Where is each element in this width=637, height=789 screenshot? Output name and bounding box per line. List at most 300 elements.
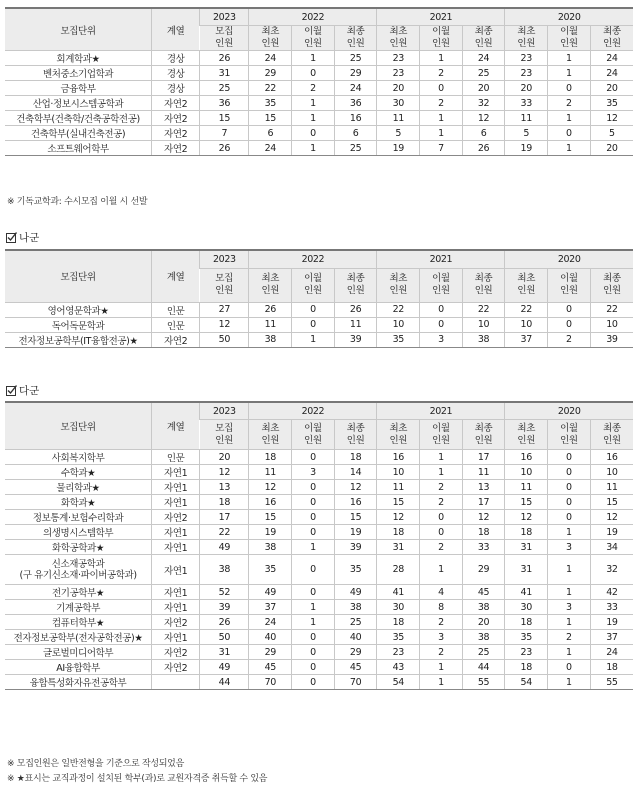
count-cell: 29: [249, 645, 292, 660]
table-row: [5, 525, 633, 540]
header-moved: [548, 268, 591, 302]
count-cell: 0: [292, 302, 335, 317]
count-cell: 1: [548, 525, 591, 540]
count-cell: 27: [200, 302, 249, 317]
count-cell: 0: [420, 81, 463, 96]
count-cell: 42: [590, 585, 633, 600]
count-cell: 38: [462, 630, 505, 645]
header-moved-line1: 이월: [432, 273, 450, 284]
unit-name: 정보통계·보험수리학과: [5, 510, 152, 525]
header-final-line2: 인원: [474, 38, 493, 49]
unit-name: 회계학과★: [5, 51, 152, 66]
header-first-line2: 인원: [389, 285, 408, 296]
count-cell: 23: [505, 66, 548, 81]
count-cell: 1: [548, 66, 591, 81]
header-moved: [420, 268, 463, 302]
table-row: [5, 96, 633, 111]
count-cell: 1: [292, 615, 335, 630]
count-cell: 2: [420, 645, 463, 660]
count-cell: 12: [462, 111, 505, 126]
table-row: [5, 450, 633, 465]
count-cell: 7: [200, 126, 249, 141]
count-cell: 49: [200, 540, 249, 555]
count-cell: 35: [377, 630, 420, 645]
count-cell: 29: [462, 555, 505, 585]
count-cell: 25: [462, 645, 505, 660]
count-cell: 38: [249, 332, 292, 347]
header-first-line2: 인원: [261, 285, 280, 296]
count-cell: 10: [505, 465, 548, 480]
ga-note: ※ 기독교학과: 수시모집 이월 시 선발: [7, 197, 148, 207]
count-cell: 18: [505, 615, 548, 630]
unit-name: 컴퓨터학부★: [5, 615, 152, 630]
count-cell: 55: [462, 675, 505, 690]
unit-name: 전자정보공학부(전자공학전공)★: [5, 630, 152, 645]
count-cell: 1: [420, 660, 463, 675]
table-row: [5, 51, 633, 66]
count-cell: 16: [590, 450, 633, 465]
count-cell: 3: [548, 600, 591, 615]
count-cell: 5: [590, 126, 633, 141]
count-cell: 2: [292, 81, 335, 96]
count-cell: 5: [377, 126, 420, 141]
unit-name: 전자정보공학부(IT융합전공)★: [5, 332, 152, 347]
count-cell: 0: [292, 510, 335, 525]
header-moved-line2: 인원: [560, 434, 578, 446]
header-year-2023: 2023: [200, 402, 249, 420]
header-first: [505, 268, 548, 302]
count-cell: 22: [462, 302, 505, 317]
count-cell: 0: [548, 480, 591, 495]
count-cell: 16: [377, 450, 420, 465]
header-moved: [292, 268, 335, 302]
count-cell: 26: [200, 51, 249, 66]
count-cell: 39: [200, 600, 249, 615]
count-cell: 24: [590, 66, 633, 81]
header-first-line1: 최초: [261, 422, 280, 434]
header-unit: 모집단위: [5, 402, 152, 450]
count-cell: 39: [590, 332, 633, 347]
count-cell: 13: [462, 480, 505, 495]
header-year-2023: 2023: [200, 8, 249, 26]
count-cell: 38: [462, 600, 505, 615]
header-first: [505, 420, 548, 450]
count-cell: 1: [292, 96, 335, 111]
count-cell: 24: [249, 51, 292, 66]
count-cell: 50: [200, 630, 249, 645]
count-cell: 11: [334, 317, 377, 332]
header-final-line2: 인원: [603, 434, 621, 446]
count-cell: 10: [590, 465, 633, 480]
count-cell: 12: [334, 480, 377, 495]
count-cell: 0: [292, 675, 335, 690]
da-group-label: 다군: [19, 385, 40, 397]
unit-name: 건축학부(실내건축전공): [5, 126, 152, 141]
count-cell: 1: [292, 141, 335, 156]
count-cell: 11: [505, 480, 548, 495]
count-cell: 33: [505, 96, 548, 111]
unit-name: 물리학과★: [5, 480, 152, 495]
count-cell: 40: [334, 630, 377, 645]
header-moved: [420, 420, 463, 450]
count-cell: 3: [292, 465, 335, 480]
count-cell: 34: [590, 540, 633, 555]
track: 자연2: [152, 126, 200, 141]
header-final-line2: 인원: [346, 434, 365, 446]
count-cell: 1: [420, 465, 463, 480]
count-cell: 20: [505, 81, 548, 96]
header-recruit-line2: 인원: [215, 285, 233, 296]
track: 자연2: [152, 141, 200, 156]
count-cell: 10: [377, 465, 420, 480]
count-cell: 20: [590, 141, 633, 156]
count-cell: 1: [292, 51, 335, 66]
table-row: [5, 66, 633, 81]
count-cell: 1: [548, 141, 591, 156]
count-cell: 38: [462, 332, 505, 347]
count-cell: 1: [548, 585, 591, 600]
count-cell: 0: [292, 525, 335, 540]
count-cell: 1: [292, 600, 335, 615]
header-first-line2: 인원: [517, 434, 535, 446]
count-cell: 17: [462, 450, 505, 465]
header-final: [462, 268, 505, 302]
na-group-label: 나군: [19, 232, 40, 244]
header-final-line2: 인원: [346, 285, 365, 296]
header-first-line2: 인원: [389, 434, 408, 446]
header-year-2021: 2021: [377, 8, 505, 26]
count-cell: 22: [249, 81, 292, 96]
header-moved-line1: 이월: [560, 273, 578, 284]
count-cell: 35: [249, 555, 292, 585]
header-year-2022: 2022: [249, 402, 377, 420]
header-recruit-line1: 모집: [215, 273, 233, 284]
count-cell: 2: [420, 540, 463, 555]
count-cell: 1: [548, 615, 591, 630]
count-cell: 12: [200, 465, 249, 480]
track: 경상: [152, 51, 200, 66]
count-cell: 45: [334, 660, 377, 675]
count-cell: 26: [249, 302, 292, 317]
header-first-line1: 최초: [261, 273, 280, 284]
count-cell: 1: [548, 111, 591, 126]
track: 자연2: [152, 332, 200, 347]
count-cell: 2: [548, 630, 591, 645]
unit-name: 융합특성화자유전공학부: [5, 675, 152, 690]
header-first: [249, 26, 292, 51]
count-cell: 45: [249, 660, 292, 675]
header-final-line2: 인원: [474, 434, 493, 446]
count-cell: 29: [249, 66, 292, 81]
header-first-line1: 최초: [261, 26, 280, 37]
count-cell: 18: [462, 525, 505, 540]
unit-name: 벤처중소기업학과: [5, 66, 152, 81]
unit-name: 독어독문학과: [5, 317, 152, 332]
header-moved: [548, 26, 591, 51]
count-cell: 11: [377, 111, 420, 126]
count-cell: 30: [377, 96, 420, 111]
count-cell: 30: [505, 600, 548, 615]
unit-name: 소프트웨어학부: [5, 141, 152, 156]
count-cell: 2: [420, 615, 463, 630]
header-final-line2: 인원: [474, 285, 493, 296]
track: 인문: [152, 302, 200, 317]
count-cell: 33: [590, 600, 633, 615]
table-row: [5, 675, 633, 690]
count-cell: 1: [548, 51, 591, 66]
count-cell: 24: [590, 645, 633, 660]
count-cell: 22: [505, 302, 548, 317]
header-recruit: [200, 420, 249, 450]
unit-name: 수학과★: [5, 465, 152, 480]
da-admission-table: [5, 401, 633, 690]
table-row: [5, 510, 633, 525]
checkbox-icon: [6, 385, 17, 396]
table-row: [5, 615, 633, 630]
table-row: [5, 495, 633, 510]
count-cell: 12: [377, 510, 420, 525]
count-cell: 15: [334, 510, 377, 525]
count-cell: 18: [200, 495, 249, 510]
header-recruit-line2: 인원: [215, 434, 233, 446]
count-cell: 37: [249, 600, 292, 615]
header-first-line1: 최초: [517, 273, 535, 284]
table-row: [5, 332, 633, 347]
header-moved-line1: 이월: [304, 422, 322, 434]
header-moved-line1: 이월: [304, 26, 322, 37]
count-cell: 0: [420, 317, 463, 332]
header-final: [590, 268, 633, 302]
count-cell: 0: [548, 495, 591, 510]
header-final: [334, 420, 377, 450]
count-cell: 1: [292, 540, 335, 555]
count-cell: 0: [292, 585, 335, 600]
count-cell: 10: [377, 317, 420, 332]
count-cell: 0: [292, 480, 335, 495]
unit-name-line1: 신소재공학과: [51, 558, 105, 570]
count-cell: 29: [334, 645, 377, 660]
count-cell: 25: [334, 51, 377, 66]
count-cell: 3: [420, 332, 463, 347]
header-recruit: [200, 268, 249, 302]
header-first-line2: 인원: [517, 38, 535, 49]
header-final-line1: 최종: [603, 26, 621, 37]
count-cell: 70: [334, 675, 377, 690]
count-cell: 54: [505, 675, 548, 690]
count-cell: 15: [590, 495, 633, 510]
count-cell: 3: [420, 630, 463, 645]
count-cell: 0: [420, 302, 463, 317]
table-row: [5, 555, 633, 585]
count-cell: 10: [505, 317, 548, 332]
count-cell: 37: [505, 332, 548, 347]
count-cell: 24: [590, 51, 633, 66]
track: 경상: [152, 66, 200, 81]
unit-name: 금융학부: [5, 81, 152, 96]
header-final-line2: 인원: [346, 38, 365, 49]
count-cell: 2: [420, 480, 463, 495]
count-cell: 0: [420, 525, 463, 540]
unit-name: 영어영문학과★: [5, 302, 152, 317]
header-first-line2: 인원: [517, 285, 535, 296]
track: 자연1: [152, 630, 200, 645]
header-first: [377, 26, 420, 51]
count-cell: 19: [590, 615, 633, 630]
header-moved-line2: 인원: [304, 434, 322, 446]
table-row: [5, 660, 633, 675]
count-cell: 0: [292, 660, 335, 675]
table-row: [5, 302, 633, 317]
count-cell: 36: [200, 96, 249, 111]
count-cell: 14: [334, 465, 377, 480]
unit-name: AI융합학부: [5, 660, 152, 675]
count-cell: 31: [200, 645, 249, 660]
count-cell: 41: [505, 585, 548, 600]
count-cell: 6: [462, 126, 505, 141]
count-cell: 12: [200, 317, 249, 332]
table-row: [5, 81, 633, 96]
count-cell: 0: [548, 126, 591, 141]
header-first-line1: 최초: [517, 26, 535, 37]
count-cell: 23: [377, 66, 420, 81]
header-first: [249, 268, 292, 302]
header-year-2021: 2021: [377, 402, 505, 420]
count-cell: 0: [548, 81, 591, 96]
track: 자연1: [152, 585, 200, 600]
track: 자연1: [152, 555, 200, 585]
count-cell: 0: [292, 645, 335, 660]
count-cell: 32: [590, 555, 633, 585]
count-cell: 31: [377, 540, 420, 555]
table-row: [5, 126, 633, 141]
header-moved: [548, 420, 591, 450]
count-cell: 26: [200, 615, 249, 630]
count-cell: 10: [590, 317, 633, 332]
count-cell: 18: [505, 525, 548, 540]
count-cell: 18: [590, 660, 633, 675]
track: 경상: [152, 81, 200, 96]
count-cell: 0: [292, 450, 335, 465]
count-cell: 15: [377, 495, 420, 510]
unit-name: 건축학부(건축학/건축공학전공): [5, 111, 152, 126]
count-cell: 31: [505, 555, 548, 585]
count-cell: 44: [200, 675, 249, 690]
count-cell: 35: [334, 555, 377, 585]
header-moved: [292, 420, 335, 450]
count-cell: 7: [420, 141, 463, 156]
track: [152, 675, 200, 690]
count-cell: 11: [377, 480, 420, 495]
header-final: [590, 420, 633, 450]
count-cell: 20: [462, 81, 505, 96]
count-cell: 12: [505, 510, 548, 525]
track: 자연1: [152, 600, 200, 615]
header-track: 계열: [152, 402, 200, 450]
count-cell: 11: [249, 465, 292, 480]
count-cell: 19: [334, 525, 377, 540]
table-row: [5, 111, 633, 126]
header-recruit-line1: 모집: [215, 26, 233, 37]
header-final-line1: 최종: [346, 422, 365, 434]
count-cell: 2: [420, 96, 463, 111]
header-moved-line2: 인원: [560, 38, 578, 49]
header-recruit-line1: 모집: [215, 422, 233, 434]
na-admission-table: [5, 249, 633, 348]
count-cell: 2: [420, 495, 463, 510]
table-row: [5, 585, 633, 600]
count-cell: 1: [420, 450, 463, 465]
count-cell: 49: [334, 585, 377, 600]
header-final-line1: 최종: [474, 422, 493, 434]
unit-name: 화학공학과★: [5, 540, 152, 555]
da-group-title: [6, 383, 39, 398]
count-cell: 10: [462, 317, 505, 332]
count-cell: 33: [462, 540, 505, 555]
count-cell: 38: [334, 600, 377, 615]
header-final: [334, 26, 377, 51]
count-cell: 0: [548, 465, 591, 480]
count-cell: 17: [200, 510, 249, 525]
count-cell: 35: [249, 96, 292, 111]
count-cell: 18: [505, 660, 548, 675]
count-cell: 20: [377, 81, 420, 96]
header-moved-line2: 인원: [432, 434, 450, 446]
count-cell: 11: [462, 465, 505, 480]
header-recruit-line2: 인원: [215, 38, 233, 49]
count-cell: 49: [200, 660, 249, 675]
count-cell: 40: [249, 630, 292, 645]
header-year-2023: 2023: [200, 250, 249, 268]
count-cell: 0: [292, 630, 335, 645]
count-cell: 23: [377, 645, 420, 660]
count-cell: 12: [590, 510, 633, 525]
header-first: [377, 420, 420, 450]
count-cell: 20: [200, 450, 249, 465]
track: 자연2: [152, 510, 200, 525]
header-final-line1: 최종: [474, 26, 493, 37]
count-cell: 36: [334, 96, 377, 111]
count-cell: 28: [377, 555, 420, 585]
header-final-line2: 인원: [603, 285, 621, 296]
count-cell: 6: [334, 126, 377, 141]
header-track: 계열: [152, 250, 200, 302]
header-final: [462, 420, 505, 450]
header-final-line1: 최종: [603, 273, 621, 284]
header-final: [334, 268, 377, 302]
count-cell: 18: [377, 615, 420, 630]
count-cell: 3: [548, 540, 591, 555]
count-cell: 55: [590, 675, 633, 690]
count-cell: 15: [249, 111, 292, 126]
count-cell: 4: [420, 585, 463, 600]
count-cell: 24: [249, 141, 292, 156]
count-cell: 1: [420, 111, 463, 126]
header-moved-line2: 인원: [304, 285, 322, 296]
count-cell: 0: [292, 66, 335, 81]
count-cell: 22: [377, 302, 420, 317]
count-cell: 11: [505, 111, 548, 126]
count-cell: 0: [292, 317, 335, 332]
header-year-2020: 2020: [505, 8, 633, 26]
header-first-line1: 최초: [389, 422, 408, 434]
unit-name: [5, 555, 152, 585]
unit-name: 의생명시스템학부: [5, 525, 152, 540]
header-first-line2: 인원: [261, 434, 280, 446]
count-cell: 15: [200, 111, 249, 126]
table-row: [5, 480, 633, 495]
track: 자연2: [152, 96, 200, 111]
count-cell: 13: [200, 480, 249, 495]
